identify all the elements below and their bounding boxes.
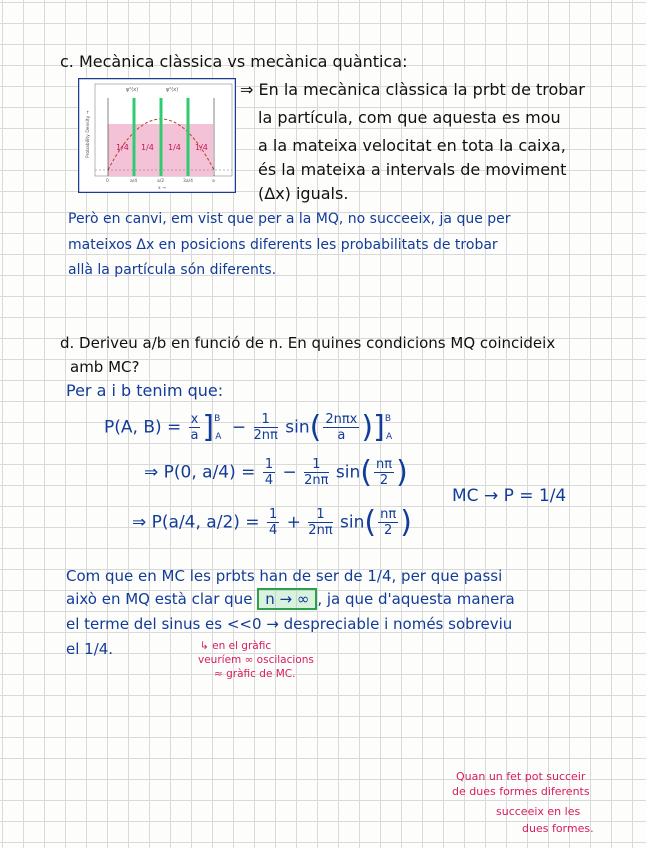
equation-p-a-b [104, 410, 397, 445]
footer-note-4: dues formes. [522, 822, 594, 835]
footer-note-2: de dues formes diferents [452, 785, 590, 798]
conclusion-line-3: el terme del sinus es <<0 → despreciable i només sobreviu [66, 615, 513, 633]
eq2-c-den: 2nπ [304, 473, 329, 488]
eq2-arg-den: 2 [379, 473, 389, 488]
section-c-heading: c. Mecànica clàssica vs mecànica quàntica: [60, 52, 408, 71]
eq3-a-num: 1 [268, 507, 278, 522]
eq1-c-num: 1 [254, 412, 278, 428]
eq1-coef [254, 412, 278, 443]
eq1-lim-bot-2: A [386, 431, 393, 442]
eq2-op: − [282, 462, 297, 483]
figure-legend-2: ψ²(x) [166, 87, 179, 93]
blue-line-1: Però en canvi, em vist que per a la MQ, no succeeix, ja que per [68, 211, 511, 227]
eq2-sin: sin [335, 462, 361, 483]
eq3-paren-close: ) [400, 505, 412, 540]
eq3-a-den: 4 [268, 523, 278, 538]
eq3-c-num: 1 [308, 507, 332, 523]
arrow-line-1: ⇒ En la mecànica clàssica la prbt de trobar [240, 80, 585, 99]
eq1-paren-open: ( [309, 410, 322, 445]
x-tick-4: a [212, 179, 215, 184]
eq2-c-num: 1 [304, 457, 328, 473]
eq3-lhs: ⇒ P(a/4, a/2) = [132, 512, 260, 533]
eq2-paren-close: ) [396, 455, 408, 490]
eq1-lhs: P(A, B) = [104, 417, 182, 438]
n-to-infinity-highlight: n → ∞ [257, 588, 317, 610]
eq3-arg-den: 2 [384, 523, 393, 538]
eq1-arg-num: 2nπx [325, 412, 358, 427]
eq1-lim-top-1: B [214, 413, 221, 424]
region-label-1: 1/4 [116, 143, 129, 152]
eq1-sin: sin [285, 417, 310, 438]
eq2-quarter [263, 457, 275, 488]
eq1-arg-den: a [337, 428, 346, 443]
section-d-intro: Per a i b tenim que: [66, 381, 224, 400]
eq3-quarter [267, 507, 279, 538]
eq3-sin: sin [340, 512, 365, 533]
footer-note-3: succeeix en les [496, 805, 581, 818]
x-tick-2: a/2 [157, 179, 165, 184]
pink-note-1: ↳ en el gràfic [200, 640, 272, 652]
eq2-coef [304, 457, 328, 488]
equation-p-0-a4 [144, 455, 408, 490]
eq1-x-num: x [190, 412, 199, 427]
eq2-paren-open: ( [360, 455, 372, 490]
blue-line-2: mateixos Δx en posicions diferents les probabilitats de trobar [68, 237, 498, 253]
eq2-a-den: 4 [264, 473, 274, 488]
conclusion-line-1: Com que en MC les prbts han de ser de 1/4, per que passi [66, 567, 503, 585]
figure-ylabel: Probability Density → [86, 110, 91, 158]
arrow-line-5: (Δx) iguals. [258, 184, 349, 203]
conclusion-line-2a: això en MQ està clar que [66, 590, 253, 608]
equation-p-a4-a2 [132, 505, 412, 540]
figure-xlabel: x → [158, 186, 166, 191]
arrow-line-4: és la mateixa a intervals de moviment [258, 160, 567, 179]
eq1-lim-top-2: B [384, 413, 391, 424]
x-tick-1: a/4 [130, 179, 138, 184]
arrow-line-3: a la mateixa velocitat en tota la caixa, [258, 136, 566, 155]
mc-note: MC → P = 1/4 [452, 486, 567, 506]
conclusion-line-2 [66, 589, 515, 609]
eq3-arg [378, 507, 398, 538]
conclusion-line-4: el 1/4. [66, 640, 114, 658]
arrow-line-2: la partícula, com que aquesta es mou [258, 108, 561, 127]
eq1-x-over-a [189, 412, 201, 443]
eq2-arg [374, 457, 394, 488]
eq2-lhs: ⇒ P(0, a/4) = [144, 462, 256, 483]
figure-legend-1: ψ²(x) [126, 87, 139, 93]
region-label-4: 1/4 [195, 143, 208, 152]
pink-note-2: veuríem ∞ oscilacions [198, 654, 314, 666]
eq2-arg-num: nπ [375, 457, 393, 472]
eq3-op: + [286, 512, 301, 533]
eq1-bracket-2: ] [373, 410, 385, 445]
blue-line-3: allà la partícula són diferents. [68, 262, 277, 278]
eq1-lim-bot-1: A [215, 431, 222, 442]
section-d-heading-2: amb MC? [70, 358, 140, 376]
region-label-3: 1/4 [168, 143, 181, 152]
conclusion-line-2b: , ja que d'aquesta manera [317, 590, 515, 608]
footer-note-1: Quan un fet pot succeir [456, 770, 586, 783]
eq2-a-num: 1 [264, 457, 274, 472]
probability-density-figure [78, 78, 236, 193]
x-tick-0: 0 [106, 179, 109, 184]
region-label-2: 1/4 [141, 143, 154, 152]
eq1-bracket-1: ] [202, 410, 215, 445]
eq1-x-den: a [190, 428, 199, 443]
eq3-c-den: 2nπ [308, 523, 333, 538]
eq3-coef [308, 507, 332, 538]
eq1-arg [323, 412, 359, 443]
section-d-heading-1: d. Deriveu a/b en funció de n. En quines condicions MQ coincideix [60, 334, 556, 352]
eq1-paren-close: ) [361, 410, 374, 445]
x-tick-3: 3a/4 [183, 179, 193, 184]
eq3-paren-open: ( [364, 505, 377, 540]
eq3-arg-num: nπ [380, 507, 397, 522]
eq1-c-den: 2nπ [253, 428, 278, 443]
eq1-minus: − [231, 417, 247, 438]
pink-note-3: ≈ gràfic de MC. [214, 668, 296, 680]
